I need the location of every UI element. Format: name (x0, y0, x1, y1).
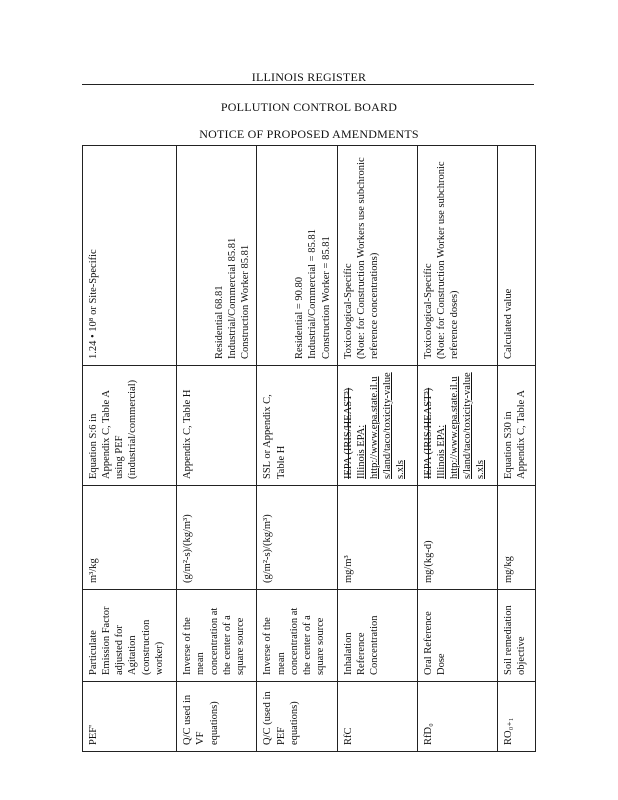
table-row (417, 146, 497, 752)
symbol-cell: PEF' (83, 682, 177, 752)
value-cell (177, 146, 257, 366)
units-cell: mg/m³ (337, 486, 417, 590)
source-cell: SSL or Appendix C, Table H (257, 366, 337, 486)
source-link[interactable]: http://www.epa.state.il.us/land/taco/toxicity-values.xls (368, 372, 407, 479)
units-cell: (g/m²-s)/(kg/m³) (257, 486, 337, 590)
definition-cell: Inhalation Reference Concentration (337, 590, 417, 682)
table-row (83, 146, 177, 752)
symbol-cell: Q/C (used in PEF equations) (257, 682, 337, 752)
value-line: Residential = 90.80 (294, 276, 306, 359)
value-line: (Note: for Construction Workers use subchronic reference concentrations) (355, 157, 380, 359)
units-cell: mg/(kg-d) (417, 486, 497, 590)
header-rule (82, 84, 534, 85)
source-cell (337, 366, 417, 486)
value-cell (337, 146, 417, 366)
value-line: Industrial/Commercial = 85.81 (307, 229, 319, 359)
value-line: Construction Worker 85.81 (240, 244, 252, 359)
struck-source: IEPA (IRIS/HEAST³) (342, 387, 354, 479)
board-title: POLLUTION CONTROL BOARD (220, 100, 398, 114)
definition-cell: Soil remediation objective (498, 590, 536, 682)
struck-source: IEPA (IRIS/HEAST³) (422, 387, 434, 479)
symbol-cell: RO₀₊₁ (498, 682, 536, 752)
value-line: Toxicological-Specific (342, 263, 354, 359)
units-cell: (g/m²-s)/(kg/m³) (177, 486, 257, 590)
notice-title: NOTICE OF PROPOSED AMENDMENTS (199, 127, 419, 141)
source-link[interactable]: http://www.epa.state.il.us/land/taco/toxicity-values.xls (449, 372, 487, 479)
value-cell (417, 146, 497, 366)
value-line: Toxicological-Specific (422, 263, 434, 359)
value-line: Industrial/Commercial 85.81 (227, 237, 239, 359)
table-row (177, 146, 257, 752)
definition-cell: Particulate Emission Factor adjusted for Agitation (construction worker) (83, 590, 177, 682)
definition-cell: Inverse of the mean concentration at the center of a square source (257, 590, 337, 682)
value-line: Residential 68.81 (214, 285, 226, 359)
register-title: ILLINOIS REGISTER (251, 70, 367, 84)
value-line: Calculated value (503, 288, 515, 359)
source-agency: Illinois EPA: (435, 424, 447, 479)
parameter-table (82, 145, 536, 752)
symbol-cell: RfD₀ (417, 682, 497, 752)
source-cell: Equation S:6 in Appendix C, Table A using PEF (industrial/commercial) (83, 366, 177, 486)
value-cell (83, 146, 177, 366)
value-line: (Note: for Construction Worker use subchronic reference doses) (435, 161, 461, 359)
value-cell (498, 146, 536, 366)
table-row (257, 146, 337, 752)
source-cell: Equation S30 in Appendix C, Table A (498, 366, 536, 486)
definition-cell: Oral Reference Dose (417, 590, 497, 682)
units-cell: mg/kg (498, 486, 536, 590)
definition-cell: Inverse of the mean concentration at the center of a square source (177, 590, 257, 682)
symbol-cell: Q/C used in VF equations) (177, 682, 257, 752)
source-agency: Illinois EPA: (355, 424, 367, 479)
source-cell: Appendix C, Table H (177, 366, 257, 486)
value-line: 1.24 • 10⁸ or Site-Specific (88, 249, 99, 359)
value-cell (257, 146, 337, 366)
value-line: Construction Worker = 85.81 (320, 236, 332, 359)
table-row (498, 146, 536, 752)
units-cell: m³/kg (83, 486, 177, 590)
symbol-cell: RfC (337, 682, 417, 752)
rotated-parameter-table (82, 146, 536, 752)
source-cell (417, 366, 497, 486)
table-row (337, 146, 417, 752)
